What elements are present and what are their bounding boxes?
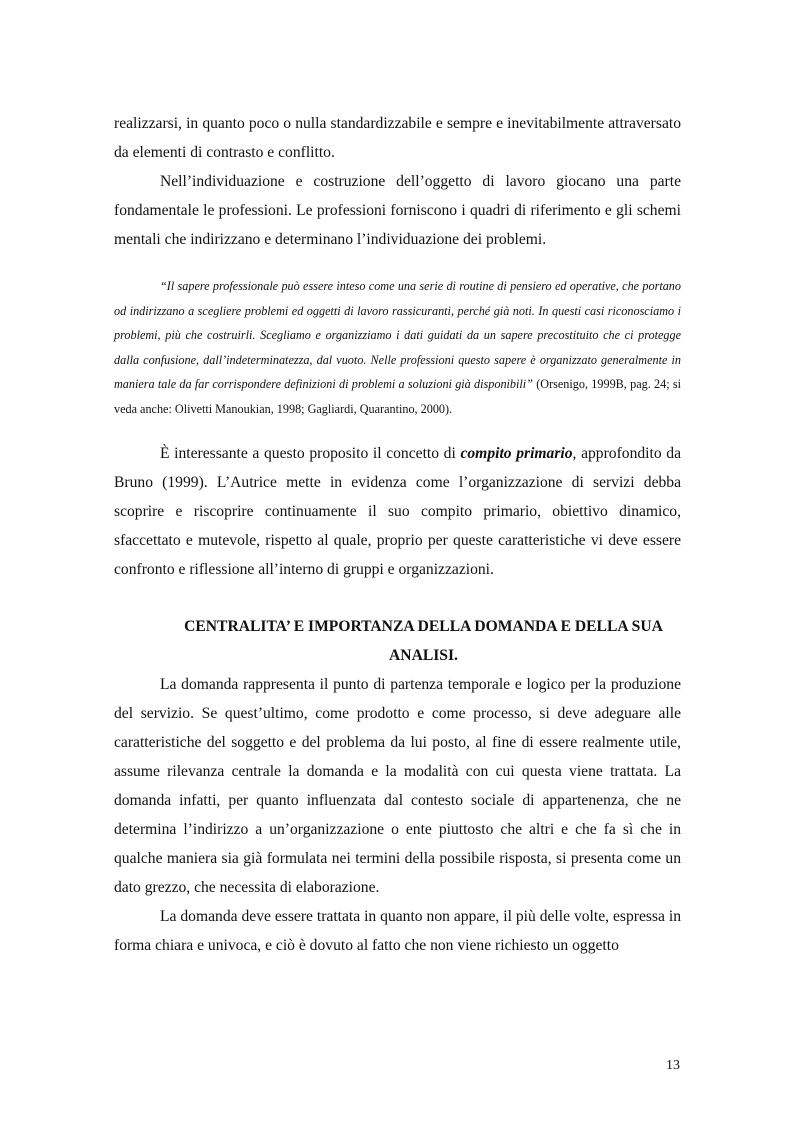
paragraph-primary-task-end: , approfondito da Bruno (1999). L’Autrice mette in evidenza come l’organizzazione di servizi debba scoprire e riscoprire continuamente il suo compito primario, obiettivo dinamico, sfaccettato e mutevole, rispetto al quale, proprio per queste caratteristiche vi deve essere confronto e riflessione all’interno di gruppi e organizzazioni. (114, 445, 682, 578)
paragraph-professions: Nell’individuazione e costruzione dell’oggetto di lavoro giocano una parte fondamentale le professioni. Le professioni forniscono i quadri di riferimento e gli schemi mentali che indirizzano e determinano l’individuazione dei problemi. (114, 173, 681, 248)
quote-text: “Il sapere professionale può essere inteso come una serie di routine di pensiero ed operative, che portano od indirizzano a scegliere problemi ed oggetti di lavoro rassicuranti, perché già noti. In questi casi riconosciamo i problemi, più che costruirli. Scegliamo e organizziamo i dati guidati da un sapere precostituito che ci protegge dalla confusione, dall’indeterminatezza, dal vuoto. Nelle professioni questo sapere è organizzato generalmente in maniera tale da far corrispondere definizioni di problemi a soluzioni già disponibili” (114, 279, 681, 391)
section-heading-line-1: CENTRALITA’ E IMPORTANZA DELLA DOMANDA E DELLA SUA (184, 618, 663, 635)
paragraph-continuation: realizzarsi, in quanto poco o nulla standardizzabile e sempre e inevitabilmente attraversato da elementi di contrasto e conflitto. (114, 115, 681, 161)
document-page (114, 109, 681, 960)
primary-task-emphasis: compito primario (460, 445, 573, 462)
page-number: 13 (666, 1058, 680, 1073)
section-heading-line-2: ANALISI. (389, 647, 458, 664)
block-quote (114, 274, 681, 421)
paragraph-demand: La domanda rappresenta il punto di partenza temporale e logico per la produzione del servizio. Se quest’ultimo, come prodotto e come processo, si deve adeguare alle caratteristiche del soggetto e del problema da lui posto, al fine di essere realmente utile, assume rilevanza centrale la domanda e la modalità con cui questa viene trattata. La domanda infatti, per quanto influenzata dal contesto sociale di appartenenza, che ne determina l’indirizzo a un’organizzazione o ente piuttosto che altri e che fa sì che in qualche maniera sia già formulata nei termini della possibile risposta, si presenta come un dato grezzo, che necessita di elaborazione. (114, 676, 681, 896)
quote-citation: (Orsenigo, 1999B, pag. 24; si veda anche: Olivetti Manoukian, 1998; Gagliardi, Quarantino, 2000). (114, 377, 681, 416)
paragraph-primary-task-start: È interessante a questo proposito il concetto di (160, 445, 461, 462)
section-heading (114, 612, 681, 670)
paragraph-primary-task (114, 439, 681, 584)
paragraph-demand-treatment: La domanda deve essere trattata in quanto non appare, il più delle volte, espressa in forma chiara e univoca, e ciò è dovuto al fatto che non viene richiesto un oggetto (114, 908, 681, 954)
